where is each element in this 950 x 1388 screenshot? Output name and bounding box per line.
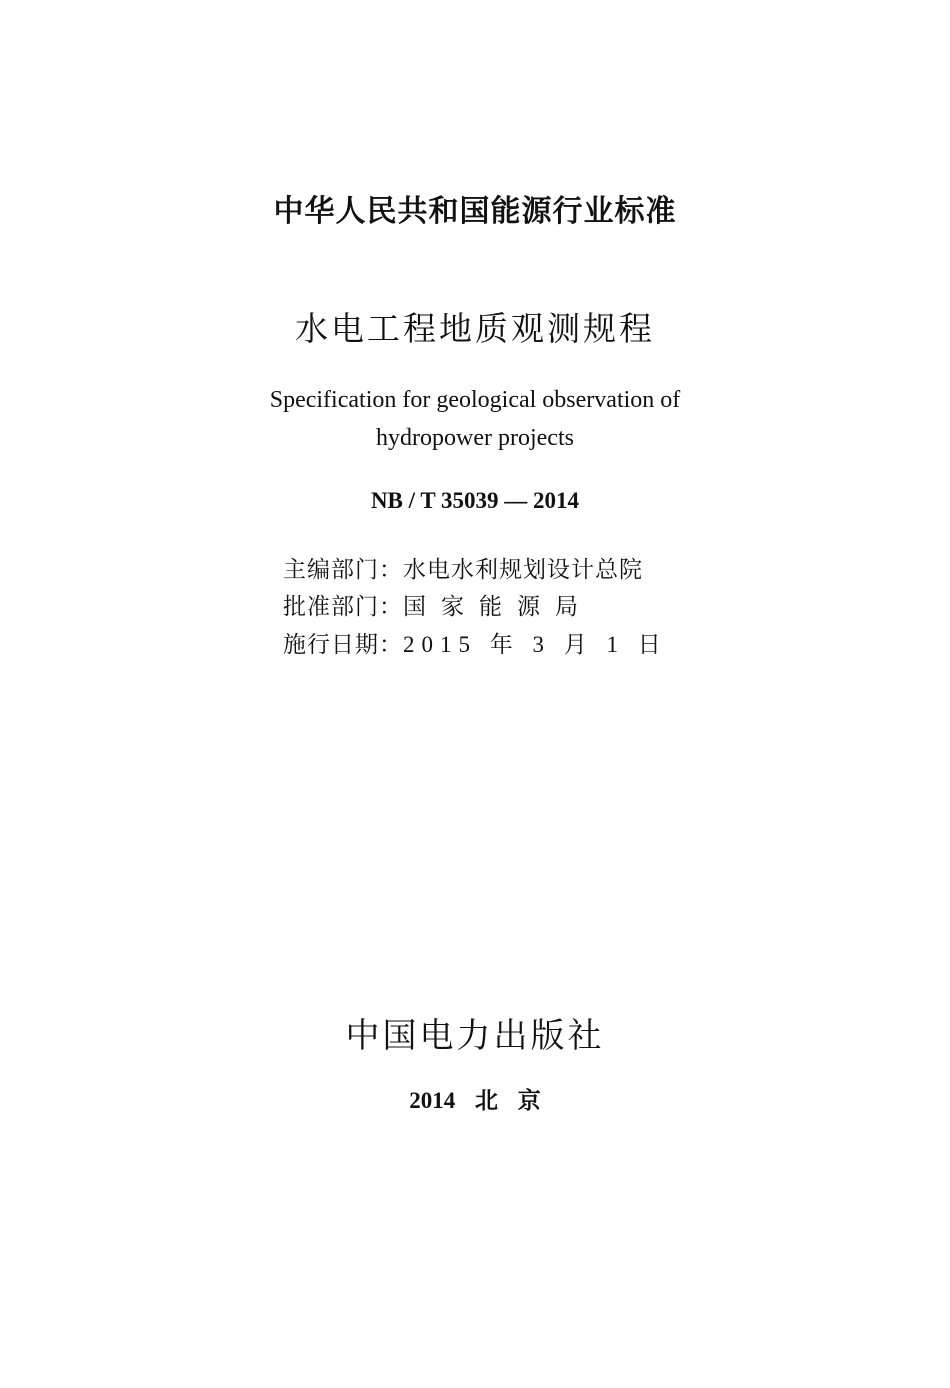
english-title-line-1: Specification for geological observation of: [269, 387, 681, 413]
publication-year-place: 2014 北 京: [409, 1088, 541, 1113]
effective-date-value: 2015 年 3 月 1 日: [403, 632, 668, 657]
editor-label: 主编部门：: [283, 557, 403, 583]
approver-row: [283, 589, 668, 626]
effective-date-label: 施行日期：: [283, 632, 403, 658]
standard-number: NB / T 35039 — 2014: [370, 488, 580, 513]
standard-series: 中华人民共和国能源行业标准: [273, 194, 677, 229]
effective-date-row: [283, 626, 668, 664]
publication-details: [283, 552, 668, 664]
editor-row: [283, 552, 668, 589]
approver-value: 国家能源局: [403, 594, 593, 620]
editor-value: 水电水利规划设计总院: [403, 557, 643, 583]
approver-label: 批准部门：: [283, 594, 403, 620]
document-title-english: [0, 381, 950, 457]
english-title-line-2: hydropower projects: [376, 425, 574, 451]
document-title-chinese: 水电工程地质观测规程: [295, 309, 655, 348]
publisher-name: 中国电力出版社: [345, 1016, 605, 1056]
